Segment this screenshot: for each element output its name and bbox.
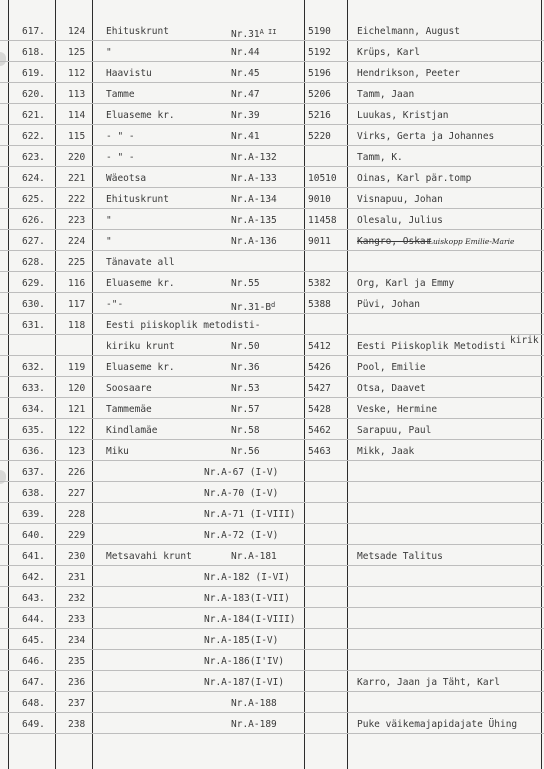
entry-number: 649. (22, 719, 45, 730)
sub-number: 231 (68, 572, 86, 583)
sub-number: 232 (68, 593, 86, 604)
owner-name: Tamm, K. (357, 152, 403, 163)
entry-number: 621. (22, 110, 45, 121)
row-underline (0, 187, 544, 188)
owner-name: Sarapuu, Paul (357, 425, 432, 436)
owner-name: Otsa, Daavet (357, 383, 426, 394)
reference-superscript: A II (259, 28, 277, 36)
owner-name: Veske, Hermine (357, 404, 438, 415)
registry-code: 5412 (308, 341, 331, 352)
parcel-name: Tänavate all (106, 257, 175, 268)
row-underline (0, 40, 544, 41)
ledger-row (0, 211, 544, 231)
sub-number: 124 (68, 26, 86, 37)
owner-name: Org, Karl ja Emmy (357, 278, 455, 289)
sub-number: 220 (68, 152, 86, 163)
entry-number: 631. (22, 320, 45, 331)
sub-number: 235 (68, 656, 86, 667)
row-underline (0, 712, 544, 713)
entry-number: 618. (22, 47, 45, 58)
entry-number: 630. (22, 299, 45, 310)
row-underline (0, 61, 544, 62)
sub-number: 119 (68, 362, 86, 373)
parcel-name: " (106, 236, 112, 247)
parcel-name: Metsavahi krunt (106, 551, 192, 562)
parcel-name: - " - (106, 152, 135, 163)
sub-number: 221 (68, 173, 86, 184)
reference-number: Nr.44 (231, 47, 260, 58)
row-underline (0, 733, 544, 734)
registry-code: 5426 (308, 362, 331, 373)
parcel-name: Eluaseme kr. (106, 110, 175, 121)
owner-name: Virks, Gerta ja Johannes (357, 131, 495, 142)
parcel-name: Eesti piiskoplik metodisti- (106, 320, 261, 331)
sub-number: 234 (68, 635, 86, 646)
registry-code: 5382 (308, 278, 331, 289)
reference-range: Nr.A-186(I'IV) (204, 656, 285, 667)
row-underline (0, 397, 544, 398)
parcel-name: " (106, 215, 112, 226)
owner-name: Mikk, Jaak (357, 446, 415, 457)
registry-code: 5462 (308, 425, 331, 436)
entry-number: 647. (22, 677, 45, 688)
ledger-row (0, 169, 544, 189)
parcel-name: " (106, 47, 112, 58)
sub-number: 120 (68, 383, 86, 394)
reference-number: Nr.47 (231, 89, 260, 100)
reference-range: Nr.A-187(I-VI) (204, 677, 285, 688)
sub-number: 223 (68, 215, 86, 226)
row-underline (0, 250, 544, 251)
registry-code: 5216 (308, 110, 331, 121)
ledger-row (0, 295, 544, 315)
reference-number: Nr.50 (231, 341, 260, 352)
ledger-row (0, 253, 544, 273)
entry-number: 642. (22, 572, 45, 583)
row-underline (0, 670, 544, 671)
reference-number: Nr.36 (231, 362, 260, 373)
entry-number: 634. (22, 404, 45, 415)
reference-range: Nr.A-71 (I-VIII) (204, 509, 296, 520)
parcel-name: Ehituskrunt (106, 194, 169, 205)
row-underline (0, 586, 544, 587)
sub-number: 226 (68, 467, 86, 478)
reference-number: Nr.A-181 (231, 551, 277, 562)
reference-number: Nr.A-132 (231, 152, 277, 163)
row-underline (0, 124, 544, 125)
entry-number: 635. (22, 425, 45, 436)
entry-number: 648. (22, 698, 45, 709)
sub-number: 125 (68, 47, 86, 58)
parcel-name: Haavistu (106, 68, 152, 79)
entry-number: 626. (22, 215, 45, 226)
parcel-name: Kindlamäe (106, 425, 158, 436)
row-underline (0, 544, 544, 545)
entry-number: 628. (22, 257, 45, 268)
owner-name: Karro, Jaan ja Täht, Karl (357, 677, 500, 688)
parcel-name: Soosaare (106, 383, 152, 394)
parcel-name: Eluaseme kr. (106, 278, 175, 289)
sub-number: 118 (68, 320, 86, 331)
row-underline (0, 439, 544, 440)
row-underline (0, 229, 544, 230)
ledger-row (0, 337, 544, 357)
entry-number: 627. (22, 236, 45, 247)
registry-code: 5427 (308, 383, 331, 394)
row-underline (0, 103, 544, 104)
sub-number: 121 (68, 404, 86, 415)
owner-name: Pool, Emilie (357, 362, 426, 373)
ledger-row (0, 274, 544, 294)
entry-number: 629. (22, 278, 45, 289)
entry-number: 624. (22, 173, 45, 184)
registry-code: 5388 (308, 299, 331, 310)
reference-superscript: d (271, 301, 276, 309)
ledger-row (0, 610, 544, 630)
owner-name: Oinas, Karl pär.tomp (357, 173, 472, 184)
entry-number: 637. (22, 467, 45, 478)
parcel-name: Tamme (106, 89, 135, 100)
handwritten-owner: Luiskopp Emilie-Marie (428, 237, 515, 246)
entry-number: 633. (22, 383, 45, 394)
reference-range: Nr.A-184(I-VIII) (204, 614, 296, 625)
reference-number: Nr.53 (231, 383, 260, 394)
sub-number: 115 (68, 131, 86, 142)
ledger-row (0, 463, 544, 483)
reference-number: Nr.45 (231, 68, 260, 79)
ledger-row (0, 316, 544, 336)
ledger-row (0, 673, 544, 693)
ledger-row (0, 43, 544, 63)
row-underline (0, 166, 544, 167)
parcel-name: kiriku krunt (106, 341, 175, 352)
parcel-name: Tammemäe (106, 404, 152, 415)
row-underline (0, 523, 544, 524)
reference-number: Nr.A-134 (231, 194, 277, 205)
ledger-row (0, 421, 544, 441)
row-underline (0, 481, 544, 482)
sub-number: 222 (68, 194, 86, 205)
entry-number: 632. (22, 362, 45, 373)
row-underline (0, 649, 544, 650)
owner-name: Tamm, Jaan (357, 89, 415, 100)
parcel-name: Eluaseme kr. (106, 362, 175, 373)
ledger-row (0, 484, 544, 504)
registry-code: 10510 (308, 173, 337, 184)
sub-number: 116 (68, 278, 86, 289)
row-underline (0, 145, 544, 146)
entry-number: 620. (22, 89, 45, 100)
sub-number: 123 (68, 446, 86, 457)
reference-range: Nr.A-70 (I-V) (204, 488, 279, 499)
sub-number: 113 (68, 89, 86, 100)
sub-number: 238 (68, 719, 86, 730)
sub-number: 236 (68, 677, 86, 688)
parcel-name: Wäeotsa (106, 173, 147, 184)
sub-number: 233 (68, 614, 86, 625)
reference-number: Nr.A-189 (231, 719, 277, 730)
reference-range: Nr.A-72 (I-V) (204, 530, 279, 541)
ledger-row (0, 442, 544, 462)
sub-number: 117 (68, 299, 86, 310)
sub-number: 230 (68, 551, 86, 562)
row-underline (0, 271, 544, 272)
registry-code: 11458 (308, 215, 337, 226)
owner-name: Eichelmann, August (357, 26, 460, 37)
reference-range: Nr.A-182 (I-VI) (204, 572, 290, 583)
entry-number: 644. (22, 614, 45, 625)
ledger-row (0, 232, 544, 252)
entry-number: 638. (22, 488, 45, 499)
row-underline (0, 607, 544, 608)
parcel-name: - " - (106, 131, 135, 142)
row-underline (0, 418, 544, 419)
sub-number: 229 (68, 530, 86, 541)
row-underline (0, 82, 544, 83)
ledger-row (0, 715, 544, 735)
entry-number: 646. (22, 656, 45, 667)
reference-number: Nr.56 (231, 446, 260, 457)
ledger-row (0, 568, 544, 588)
ledger-row (0, 148, 544, 168)
sub-number: 227 (68, 488, 86, 499)
reference-number: Nr.41 (231, 131, 260, 142)
registry-code: 9011 (308, 236, 331, 247)
ledger-row (0, 589, 544, 609)
reference-range: Nr.A-183(I-VII) (204, 593, 290, 604)
entry-number: 636. (22, 446, 45, 457)
row-underline (0, 355, 544, 356)
owner-name: Puke väikemajapidajate Ühing (357, 719, 518, 730)
owner-name: Püvi, Johan (357, 299, 420, 310)
sub-number: 112 (68, 68, 86, 79)
registry-code: 5196 (308, 68, 331, 79)
ledger-row (0, 526, 544, 546)
ledger-row (0, 22, 544, 42)
entry-number: 622. (22, 131, 45, 142)
row-underline (0, 313, 544, 314)
ledger-row (0, 694, 544, 714)
reference-number: Nr.58 (231, 425, 260, 436)
row-underline (0, 628, 544, 629)
row-underline (0, 502, 544, 503)
owner-name: Hendrikson, Peeter (357, 68, 460, 79)
sub-number: 122 (68, 425, 86, 436)
ledger-row (0, 127, 544, 147)
entry-number: 645. (22, 635, 45, 646)
owner-continuation-kirik: kirik (510, 335, 539, 346)
registry-code: 5206 (308, 89, 331, 100)
ledger-row (0, 85, 544, 105)
owner-name: Krüps, Karl (357, 47, 420, 58)
sub-number: 224 (68, 236, 86, 247)
ledger-row (0, 358, 544, 378)
ledger-row (0, 379, 544, 399)
ledger-row (0, 64, 544, 84)
registry-code: 5463 (308, 446, 331, 457)
registry-code: 5428 (308, 404, 331, 415)
row-underline (0, 460, 544, 461)
owner-name: Kangro, Oskar (357, 236, 432, 247)
sub-number: 114 (68, 110, 86, 121)
registry-code: 9010 (308, 194, 331, 205)
registry-code: 5220 (308, 131, 331, 142)
parcel-name: Ehituskrunt (106, 26, 169, 37)
reference-range: Nr.A-185(I-V) (204, 635, 279, 646)
reference-range: Nr.A-67 (I-V) (204, 467, 279, 478)
ledger-row (0, 190, 544, 210)
reference-number: Nr.A-135 (231, 215, 277, 226)
reference-number: Nr.39 (231, 110, 260, 121)
reference-number: Nr.A-133 (231, 173, 277, 184)
entry-number: 643. (22, 593, 45, 604)
ledger-row (0, 631, 544, 651)
registry-code: 5192 (308, 47, 331, 58)
ledger-row (0, 400, 544, 420)
ledger-row (0, 505, 544, 525)
sub-number: 237 (68, 698, 86, 709)
sub-number: 225 (68, 257, 86, 268)
parcel-name: Miku (106, 446, 129, 457)
entry-number: 625. (22, 194, 45, 205)
entry-number: 640. (22, 530, 45, 541)
owner-name: Olesalu, Julius (357, 215, 443, 226)
row-underline (0, 292, 544, 293)
reference-number: Nr.55 (231, 278, 260, 289)
reference-number: $Nr.31-B^d$ (231, 301, 276, 313)
row-underline (0, 691, 544, 692)
entry-number: 639. (22, 509, 45, 520)
sub-number: 228 (68, 509, 86, 520)
entry-number: 641. (22, 551, 45, 562)
row-underline (0, 208, 544, 209)
reference-number: Nr.A-188 (231, 698, 277, 709)
parcel-name: -"- (106, 299, 124, 310)
owner-name: Eesti Piiskoplik Metodisti (357, 341, 506, 352)
owner-name: Visnapuu, Johan (357, 194, 443, 205)
ledger-row (0, 652, 544, 672)
ledger-row (0, 106, 544, 126)
row-underline (0, 565, 544, 566)
entry-number: 623. (22, 152, 45, 163)
entry-number: 617. (22, 26, 45, 37)
reference-number: $Nr.31^{A II}$ (231, 28, 277, 40)
entry-number: 619. (22, 68, 45, 79)
owner-name: Metsade Talitus (357, 551, 443, 562)
row-underline (0, 376, 544, 377)
ledger-row (0, 547, 544, 567)
owner-name: Luukas, Kristjan (357, 110, 449, 121)
row-underline (0, 334, 544, 335)
reference-number: Nr.A-136 (231, 236, 277, 247)
registry-code: 5190 (308, 26, 331, 37)
reference-number: Nr.57 (231, 404, 260, 415)
